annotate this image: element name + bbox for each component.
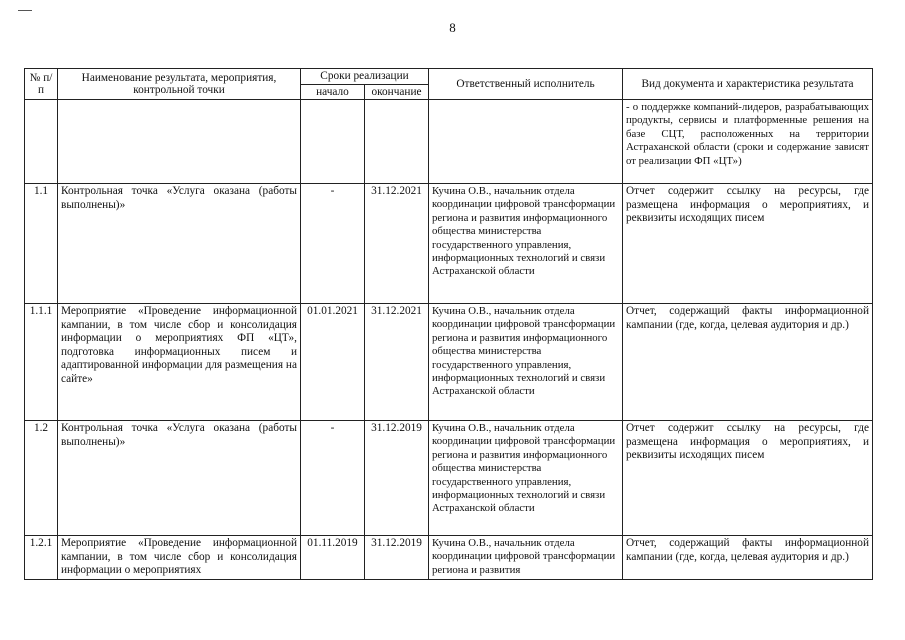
- row-name: Мероприятие «Проведение информационной кампании, в том числе сбор и консолидация информации о мероприятиях ФП «ЦТ», подготовка информационных писем и адаптированной информации для размещения на сайте»: [58, 304, 301, 421]
- row-start: -: [301, 421, 365, 536]
- header-doc: Вид документа и характеристика результата: [623, 69, 873, 100]
- row-doc: Отчет, содержащий факты информационной кампании (где, когда, целевая аудитория и др.): [623, 536, 873, 580]
- row-responsible: Кучина О.В., начальник отдела координации цифровой трансформации региона и развития информационного общества министерства государственного управления, информационных технологий и связи Астраханской области: [429, 184, 623, 304]
- row-end: 31.12.2019: [365, 421, 429, 536]
- row-num: 1.2.1: [25, 536, 58, 580]
- row-doc: Отчет, содержащий факты информационной кампании (где, когда, целевая аудитория и др.): [623, 304, 873, 421]
- header-end: окончание: [365, 84, 429, 100]
- table-row: [25, 304, 873, 421]
- row-doc: Отчет содержит ссылку на ресурсы, где размещена информация о мероприятиях, и реквизиты исходящих писем: [623, 421, 873, 536]
- table-row: [25, 184, 873, 304]
- row-end: 31.12.2019: [365, 536, 429, 580]
- row-end: 31.12.2021: [365, 184, 429, 304]
- header-name: Наименование результата, мероприятия, контрольной точки: [58, 69, 301, 100]
- header-responsible: Ответственный исполнитель: [429, 69, 623, 100]
- row-responsible: Кучина О.В., начальник отдела координации цифровой трансформации региона и развития информационного общества министерства государственного управления, информационных технологий и связи Астраханской области: [429, 421, 623, 536]
- row-end: [365, 100, 429, 184]
- row-responsible: [429, 100, 623, 184]
- row-start: 01.01.2021: [301, 304, 365, 421]
- results-table: [24, 68, 873, 580]
- row-start: [301, 100, 365, 184]
- scan-mark: [18, 10, 32, 11]
- row-name: [58, 100, 301, 184]
- header-start: начало: [301, 84, 365, 100]
- table-row: [25, 100, 873, 184]
- row-name: Контрольная точка «Услуга оказана (работы выполнены)»: [58, 421, 301, 536]
- row-doc: Отчет содержит ссылку на ресурсы, где размещена информация о мероприятиях, и реквизиты исходящих писем: [623, 184, 873, 304]
- page-number: 8: [449, 20, 456, 35]
- table-row: [25, 421, 873, 536]
- header-terms: Сроки реализации: [301, 69, 429, 85]
- row-name: Контрольная точка «Услуга оказана (работы выполнены)»: [58, 184, 301, 304]
- row-start: -: [301, 184, 365, 304]
- row-start: 01.11.2019: [301, 536, 365, 580]
- row-num: 1.2: [25, 421, 58, 536]
- row-doc: - о поддержке компаний-лидеров, разрабатывающих продукты, сервисы и платформенные решения на базе СЦТ, расположенных на территории Астраханской области (сроки и содержание зависят от реализации ФП «ЦТ»): [623, 100, 873, 184]
- row-end: 31.12.2021: [365, 304, 429, 421]
- row-num: 1.1: [25, 184, 58, 304]
- table-row: [25, 536, 873, 580]
- row-responsible: Кучина О.В., начальник отдела координации цифровой трансформации региона и развития: [429, 536, 623, 580]
- row-num: [25, 100, 58, 184]
- row-num: 1.1.1: [25, 304, 58, 421]
- header-num: № п/п: [25, 69, 58, 100]
- row-responsible: Кучина О.В., начальник отдела координации цифровой трансформации региона и развития информационного общества министерства государственного управления, информационных технологий и связи Астраханской области: [429, 304, 623, 421]
- row-name: Мероприятие «Проведение информационной кампании, в том числе сбор и консолидация информации о мероприятиях: [58, 536, 301, 580]
